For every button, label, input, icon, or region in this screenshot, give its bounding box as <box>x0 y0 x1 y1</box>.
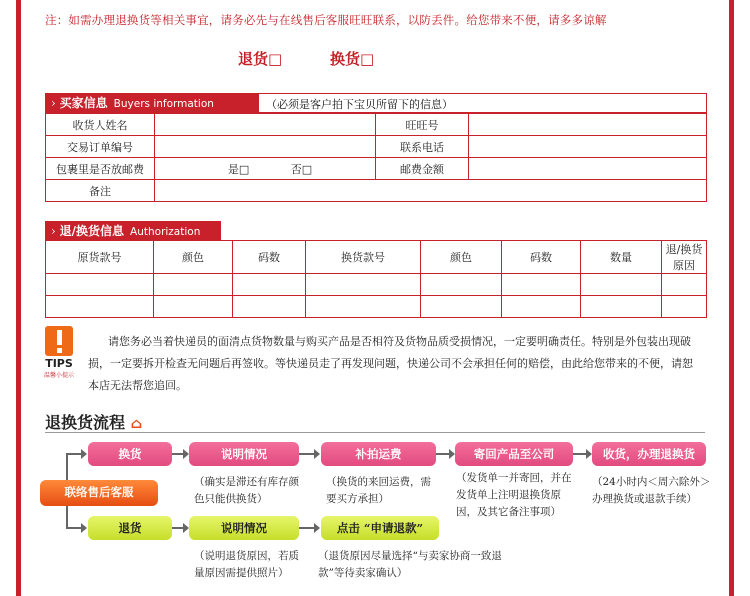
buyer-note: （必须是客户拍下宝贝所留下的信息） <box>266 98 453 111</box>
tips-icon <box>41 326 77 378</box>
order-no-label: 交易订单编号 <box>46 136 155 158</box>
return-step[interactable]: 退货 <box>88 516 172 540</box>
connector <box>66 506 68 528</box>
exchange-checkbox[interactable]: □ <box>360 50 375 68</box>
cell[interactable] <box>662 296 707 318</box>
cell[interactable] <box>46 296 154 318</box>
postage-choice[interactable] <box>155 158 376 180</box>
auth-header: › 退/换货信息 Authorization <box>45 221 221 241</box>
explain-desc: （确实是滞还有库存颜色只能供换货） <box>194 476 299 505</box>
exchange-step[interactable]: 换货 <box>88 442 172 466</box>
contact-service-button[interactable]: 联络售后客服 <box>40 480 158 506</box>
return-checkbox[interactable]: □ <box>268 50 283 68</box>
table-row <box>46 274 707 296</box>
tips-label: TIPS <box>45 357 73 370</box>
pay-postage-desc: （换货的来回运费，需要买方承担） <box>326 476 431 505</box>
arrow-icon <box>299 527 315 529</box>
cell[interactable] <box>306 274 421 296</box>
cell[interactable] <box>581 274 662 296</box>
receive-desc: （24小时内＜周六除外＞办理换货或退款手续） <box>592 476 711 505</box>
arrow-icon <box>573 453 587 455</box>
exchange-option[interactable]: 换货□ <box>330 50 375 68</box>
table-row <box>46 296 707 318</box>
cell[interactable] <box>502 296 581 318</box>
cell[interactable] <box>46 274 154 296</box>
arrow-icon <box>66 453 82 455</box>
col-header: 原货款号 <box>46 241 154 274</box>
divider <box>706 93 707 113</box>
auth-table <box>45 240 707 318</box>
postage-yes-checkbox[interactable]: 是□ <box>227 162 250 176</box>
order-no-field[interactable] <box>155 136 376 158</box>
cell[interactable] <box>306 296 421 318</box>
col-header: 码数 <box>233 241 306 274</box>
cell[interactable] <box>662 274 707 296</box>
house-icon: ⌂ <box>130 416 143 432</box>
divider <box>259 93 707 94</box>
cell[interactable] <box>233 296 306 318</box>
col-header: 码数 <box>502 241 581 274</box>
receive-step[interactable]: 收货，办理退换货 <box>592 442 706 466</box>
cell[interactable] <box>502 274 581 296</box>
arrow-icon <box>172 527 184 529</box>
col-header: 换货款号 <box>306 241 421 274</box>
cell[interactable] <box>421 274 502 296</box>
return-option[interactable]: 退货□ <box>238 50 283 68</box>
postage-no-checkbox[interactable]: 否□ <box>290 162 313 176</box>
arrow-icon <box>436 453 450 455</box>
return-explain-step[interactable]: 说明情况 <box>189 516 299 540</box>
explain-step[interactable]: 说明情况 <box>189 442 299 466</box>
col-header: 颜色 <box>421 241 502 274</box>
cell[interactable] <box>421 296 502 318</box>
cell[interactable] <box>154 274 233 296</box>
receiver-label: 收货人姓名 <box>46 114 155 136</box>
flow-title: 退换货流程 ⌂ <box>45 413 143 432</box>
remark-label: 备注 <box>46 180 155 202</box>
cell[interactable] <box>581 296 662 318</box>
col-header: 数量 <box>581 241 662 274</box>
cell[interactable] <box>233 274 306 296</box>
phone-label: 联系电话 <box>376 136 469 158</box>
apply-refund-desc: （退货原因尽量选择“与卖家协商一致退款”等待卖家确认） <box>318 550 502 579</box>
apply-refund-step[interactable]: 点击 “申请退款” <box>321 516 439 540</box>
arrow-icon <box>66 527 82 529</box>
send-back-step[interactable]: 寄回产品至公司 <box>455 442 573 466</box>
buyer-table <box>45 113 707 202</box>
phone-field[interactable] <box>469 136 707 158</box>
receiver-field[interactable] <box>155 114 376 136</box>
postage-amount-field[interactable] <box>469 158 707 180</box>
wangwang-label: 旺旺号 <box>376 114 469 136</box>
remark-field[interactable] <box>155 180 707 202</box>
notice-text: 注：如需办理退换货等相关事宜，请务必先与在线售后客服旺旺联系，以防丢件。给您带来不便，请多多谅解 <box>45 13 607 27</box>
postage-amount-label: 邮费金额 <box>376 158 469 180</box>
buyer-header: › 买家信息 Buyers information <box>45 93 259 113</box>
col-header: 退/换货原因 <box>662 241 707 274</box>
divider <box>45 432 705 433</box>
postage-included-label: 包裹里是否放邮费 <box>46 158 155 180</box>
tips-sub: 温馨小提示 <box>43 372 74 379</box>
pay-postage-step[interactable]: 补拍运费 <box>321 442 436 466</box>
tips-text: 请您务必当着快递员的面清点货物数量与购买产品是否相符及货物品质受损情况，一定要明确责任。特别是外包装出现破损，一定要拆开检查无问题后再签收。等快递员走了再发现问题，快递公司不会承担任何的赔偿，由此给您带来的不便，请恕本店无法帮您追回。 <box>88 335 693 392</box>
send-back-desc: （发货单一并寄回，并在发货单上注明退换货原因，及其它备注事项） <box>456 472 572 518</box>
arrow-icon <box>299 453 315 455</box>
wangwang-field[interactable] <box>469 114 707 136</box>
arrow-icon <box>172 453 184 455</box>
connector <box>66 453 68 480</box>
return-explain-desc: （说明退货原因，若质量原因需提供照片） <box>194 550 299 579</box>
col-header: 颜色 <box>154 241 233 274</box>
cell[interactable] <box>154 296 233 318</box>
chevron-right-icon: › <box>51 96 56 110</box>
chevron-right-icon: › <box>51 224 56 238</box>
